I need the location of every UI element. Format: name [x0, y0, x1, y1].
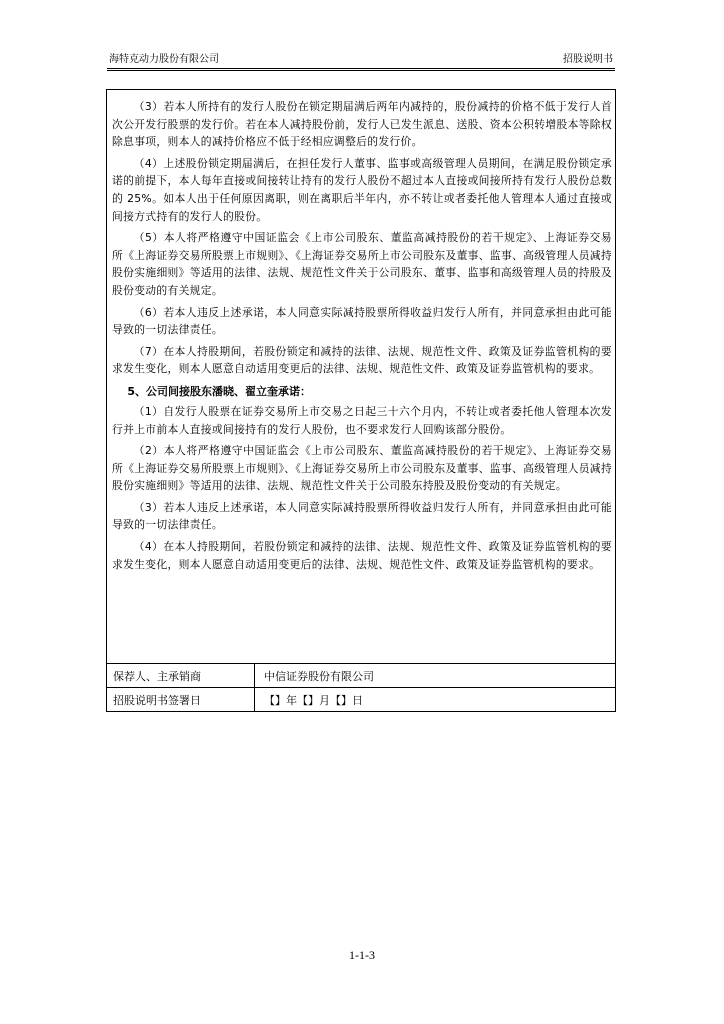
paragraph-b-3: （3）若本人违反上述承诺，本人同意实际减持股票所得收益归发行人所有，并同意承担由此可能导致的一切法律责任。 [112, 500, 612, 532]
paragraph-a-5: （5）本人将严格遵守中国证监会《上市公司股东、董监高减持股份的若干规定》、上海证券交易所《上海证券交易所股票上市规则》、《上海证券交易所上市公司股东及董事、监事、高级管理人员减持股份实施细则》等适用的法律、法规、规范性文件关于公司股东、董事、监事和高级管理人员的持股及股份变动的有关规定。 [112, 231, 612, 297]
paragraph-a-3: （3）若本人所持有的发行人股份在锁定期届满后两年内减持的，股份减持的价格不低于发行人首次公开发行股票的发行价。若在本人减持股份前，发行人已发生派息、送股、资本公积转增股本等除权除息事项，则本人的减持价格应不低于经相应调整后的发行价。 [112, 100, 612, 149]
paragraph-b-4: （4）在本人持股期间，若股份锁定和减持的法律、法规、规范性文件、政策及证券监管机构的要求发生变化，则本人愿意自动适用变更后的法律、法规、规范性文件、政策及证券监管机构的要求。 [112, 540, 612, 571]
sponsor-value: 中信证券股份有限公司 [264, 670, 374, 683]
paragraph-a-7: （7）在本人持股期间，若股份锁定和减持的法律、法规、规范性文件、政策及证券监管机构的要求发生变化，则本人愿意自动适用变更后的法律、法规、规范性文件、政策及证券监管机构的要求。 [112, 344, 612, 376]
sponsor-label: 保荐人、主承销商 [113, 670, 201, 683]
signing-date-row [107, 687, 615, 712]
section-heading: 5、公司间接股东潘晓、翟立奎承诺： [127, 384, 312, 398]
signing-date-value: 【】年【】月【】日 [264, 694, 363, 707]
header-doc-type: 招股说明书 [563, 54, 613, 65]
page-number: 1-1-3 [349, 948, 375, 962]
paragraph-b-2: （2）本人将严格遵守中国证监会《上市公司股东、董监高减持股份的若干规定》、上海证券交易所《上海证券交易所股票上市规则》、《上海证券交易所上市公司股东及董事、监事、高级管理人员减持股份实施细则》等适用的法律、法规、规范性文件关于公司股东持股及股份变动的有关规定。 [112, 444, 612, 493]
paragraph-b-1: （1）自发行人股票在证券交易所上市交易之日起三十六个月内，不转让或者委托他人管理本次发行并上市前本人直接或间接持有的发行人股份，也不要求发行人回购该部分股份。 [112, 404, 612, 436]
commitment-content [112, 98, 612, 573]
signing-date-label: 招股说明书签署日 [113, 694, 201, 707]
paragraph-a-4: （4）上述股份锁定期届满后，在担任发行人董事、监事或高级管理人员期间，在满足股份锁定承诺的前提下，本人每年直接或间接转让持有的发行人股份不超过本人直接或间接所持有发行人股份总数的 25%。如本人出于任何原因离职，则在离职后半年内，亦不转让或者委托他人管理本人通过直接或间接方式持有的发行人的股份。 [112, 156, 612, 223]
paragraph-a-6: （6）若本人违反上述承诺，本人同意实际减持股票所得收益归发行人所有，并同意承担由此可能导致的一切法律责任。 [112, 305, 612, 337]
header-company: 海特克动力股份有限公司 [109, 54, 219, 65]
table-divider [254, 664, 255, 688]
commitment-box [106, 89, 616, 712]
table-divider [254, 688, 255, 712]
sponsor-row [107, 663, 615, 688]
header-rule [107, 70, 615, 71]
page-header [107, 52, 615, 69]
